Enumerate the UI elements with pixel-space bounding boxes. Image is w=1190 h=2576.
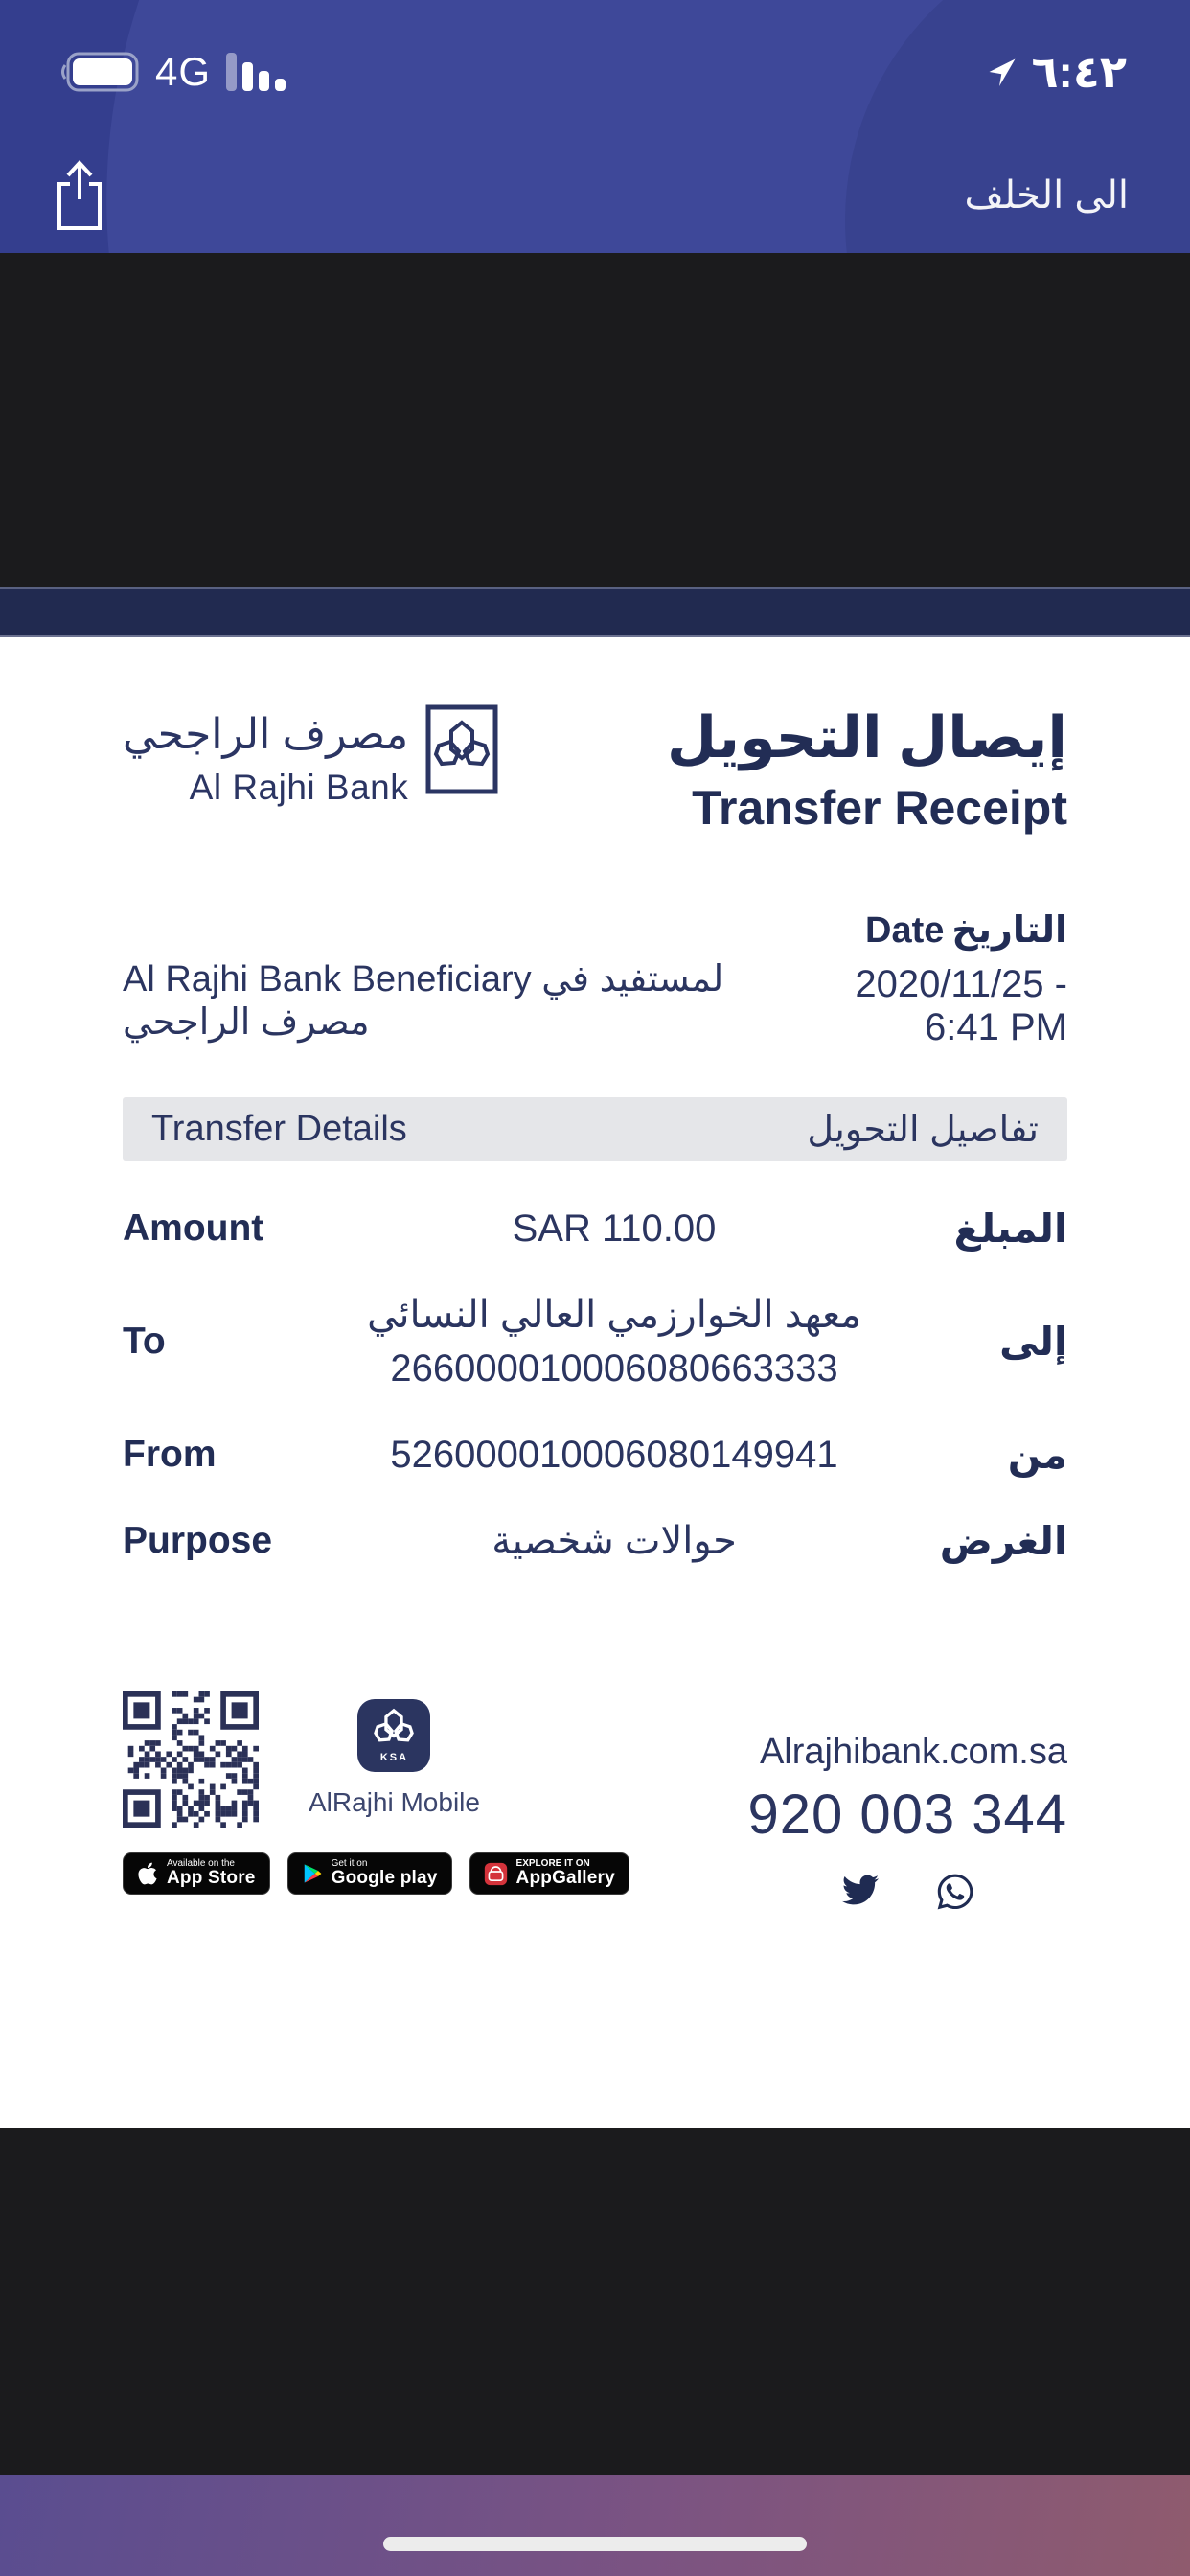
app-name-label: AlRajhi Mobile [309,1787,480,1817]
viewer-background-top [0,253,1190,587]
bank-name-english: Al Rajhi Bank [189,768,409,808]
badge-line1: Get it on [331,1857,368,1869]
amount-label-en: Amount [123,1208,264,1249]
from-label-en: From [123,1434,217,1475]
receipt-title-arabic: إيصال التحويل [666,705,1067,770]
viewer-background-bottom [0,2128,1190,2475]
signal-bars-icon [226,51,293,93]
badge-line2: AppGallery [515,1868,615,1889]
bank-emblem-icon [425,704,498,794]
to-beneficiary-name: معهد الخوارزمي العالي النسائي [367,1294,861,1336]
row-from [123,1412,1067,1498]
to-value [314,1288,914,1395]
document-top-strip [0,587,1190,637]
amount-label-ar: المبلغ [953,1207,1067,1251]
app-store-badge[interactable] [123,1852,270,1895]
date-label: التاريخDate [865,910,1067,951]
date-block [785,908,1067,1049]
transfer-details-header-ar: تفاصيل التحويل [807,1109,1039,1150]
purpose-label-en: Purpose [123,1520,273,1561]
row-amount [123,1185,1067,1272]
bank-phone-number: 920 003 344 [747,1783,1067,1846]
appgallery-icon [484,1862,508,1886]
date-value: 2020/11/25 - 6:41 PM [855,963,1067,1048]
google-play-icon [302,1862,323,1885]
app-header [0,0,1190,253]
store-badges [123,1852,629,1895]
bank-website: Alrajhibank.com.sa [759,1732,1067,1772]
location-arrow-icon [985,55,1019,89]
apple-icon [137,1861,158,1886]
amount-value: SAR 110.00 [512,1208,717,1250]
qr-code [123,1691,259,1828]
row-to [123,1272,1067,1412]
to-label-en: To [123,1321,166,1362]
to-account-number: 266000010006080663333 [390,1347,838,1390]
twitter-icon[interactable] [839,1872,881,1912]
alrajhi-mobile-app-icon [357,1699,430,1772]
transfer-details-header-en: Transfer Details [151,1108,407,1149]
to-label-ar: إلى [999,1320,1067,1364]
appgallery-badge[interactable] [469,1852,629,1895]
app-icon-ksa-label: KSA [379,1752,409,1763]
transfer-details-table [123,1185,1067,1584]
badge-line2: App Store [167,1868,256,1889]
battery-icon [59,51,140,93]
purpose-label-ar: الغرض [939,1519,1067,1563]
transfer-details-header [123,1097,1067,1161]
row-purpose [123,1498,1067,1584]
from-account-number: 526000010006080149941 [390,1434,838,1476]
receipt-document [0,637,1190,2128]
share-icon [54,220,105,235]
receipt-title-english: Transfer Receipt [692,781,1067,835]
network-type-label: 4G [155,49,212,94]
bank-logo [123,704,498,808]
purpose-value: حوالات شخصية [492,1520,737,1562]
status-bar [0,46,1190,98]
bottom-bar [0,2475,1190,2576]
badge-line2: Google play [331,1868,438,1889]
whatsapp-icon[interactable] [935,1872,975,1912]
social-icons [747,1872,1067,1912]
share-button[interactable] [54,159,105,232]
google-play-badge[interactable] [287,1852,452,1895]
from-label-ar: من [1007,1433,1067,1477]
status-time: ٦:٤٢ [1031,47,1127,97]
back-button[interactable]: الى الخلف [964,174,1129,217]
bank-name-arabic: مصرف الراجحي [123,711,409,758]
badge-line1: EXPLORE IT ON [515,1857,590,1869]
home-indicator[interactable] [383,2537,807,2551]
beneficiary-line: Al Rajhi Bank Beneficiary لمستفيد في مصرف الراجحي [123,959,724,1043]
header-nav-row [0,151,1190,240]
badge-line1: Available on the [167,1857,235,1869]
